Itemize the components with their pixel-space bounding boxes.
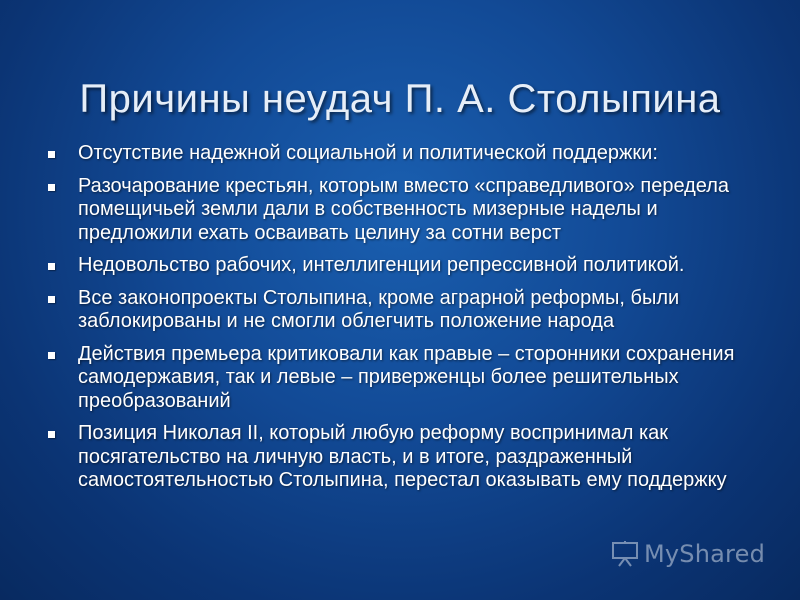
square-bullet-icon	[48, 352, 55, 359]
bullet-text: Отсутствие надежной социальной и политической поддержки:	[78, 142, 658, 164]
bullet-text: Все законопроекты Столыпина, кроме аграрной реформы, были заблокированы и не смогли облегчить положение народа	[78, 286, 680, 332]
square-bullet-icon	[48, 151, 55, 158]
square-bullet-icon	[48, 296, 55, 303]
bullet-text: Разочарование крестьян, которым вместо «справедливого» передела помещичьей земли дали в собственность мизерные наделы и предложили ехать осваивать целину за сотни верст	[78, 174, 730, 244]
watermark-text: MyShared	[644, 540, 766, 568]
bullet-item	[44, 343, 744, 414]
slide-title: Причины неудач П. А. Столыпина	[79, 76, 721, 121]
bullet-item	[44, 142, 744, 166]
square-bullet-icon	[48, 184, 55, 191]
bullet-text: Позиция Николая II, который любую реформу воспринимал как посягательство на личную власть, и в итоге, раздраженный самостоятельностью Столыпина, перестал оказывать ему поддержку	[78, 422, 727, 491]
presentation-board-icon	[610, 541, 640, 567]
square-bullet-icon	[48, 431, 55, 438]
bullet-item	[44, 175, 744, 246]
square-bullet-icon	[48, 263, 55, 270]
bullet-item	[44, 422, 744, 493]
bullet-item	[44, 254, 744, 278]
watermark	[610, 538, 765, 570]
bullet-list	[44, 142, 744, 502]
bullet-item	[44, 287, 744, 334]
bullet-text: Недовольство рабочих, интеллигенции репрессивной политикой.	[78, 254, 685, 276]
bullet-text: Действия премьера критиковали как правые – сторонники сохранения самодержавия, так и левые – приверженцы более решительных преобразований	[78, 342, 735, 412]
